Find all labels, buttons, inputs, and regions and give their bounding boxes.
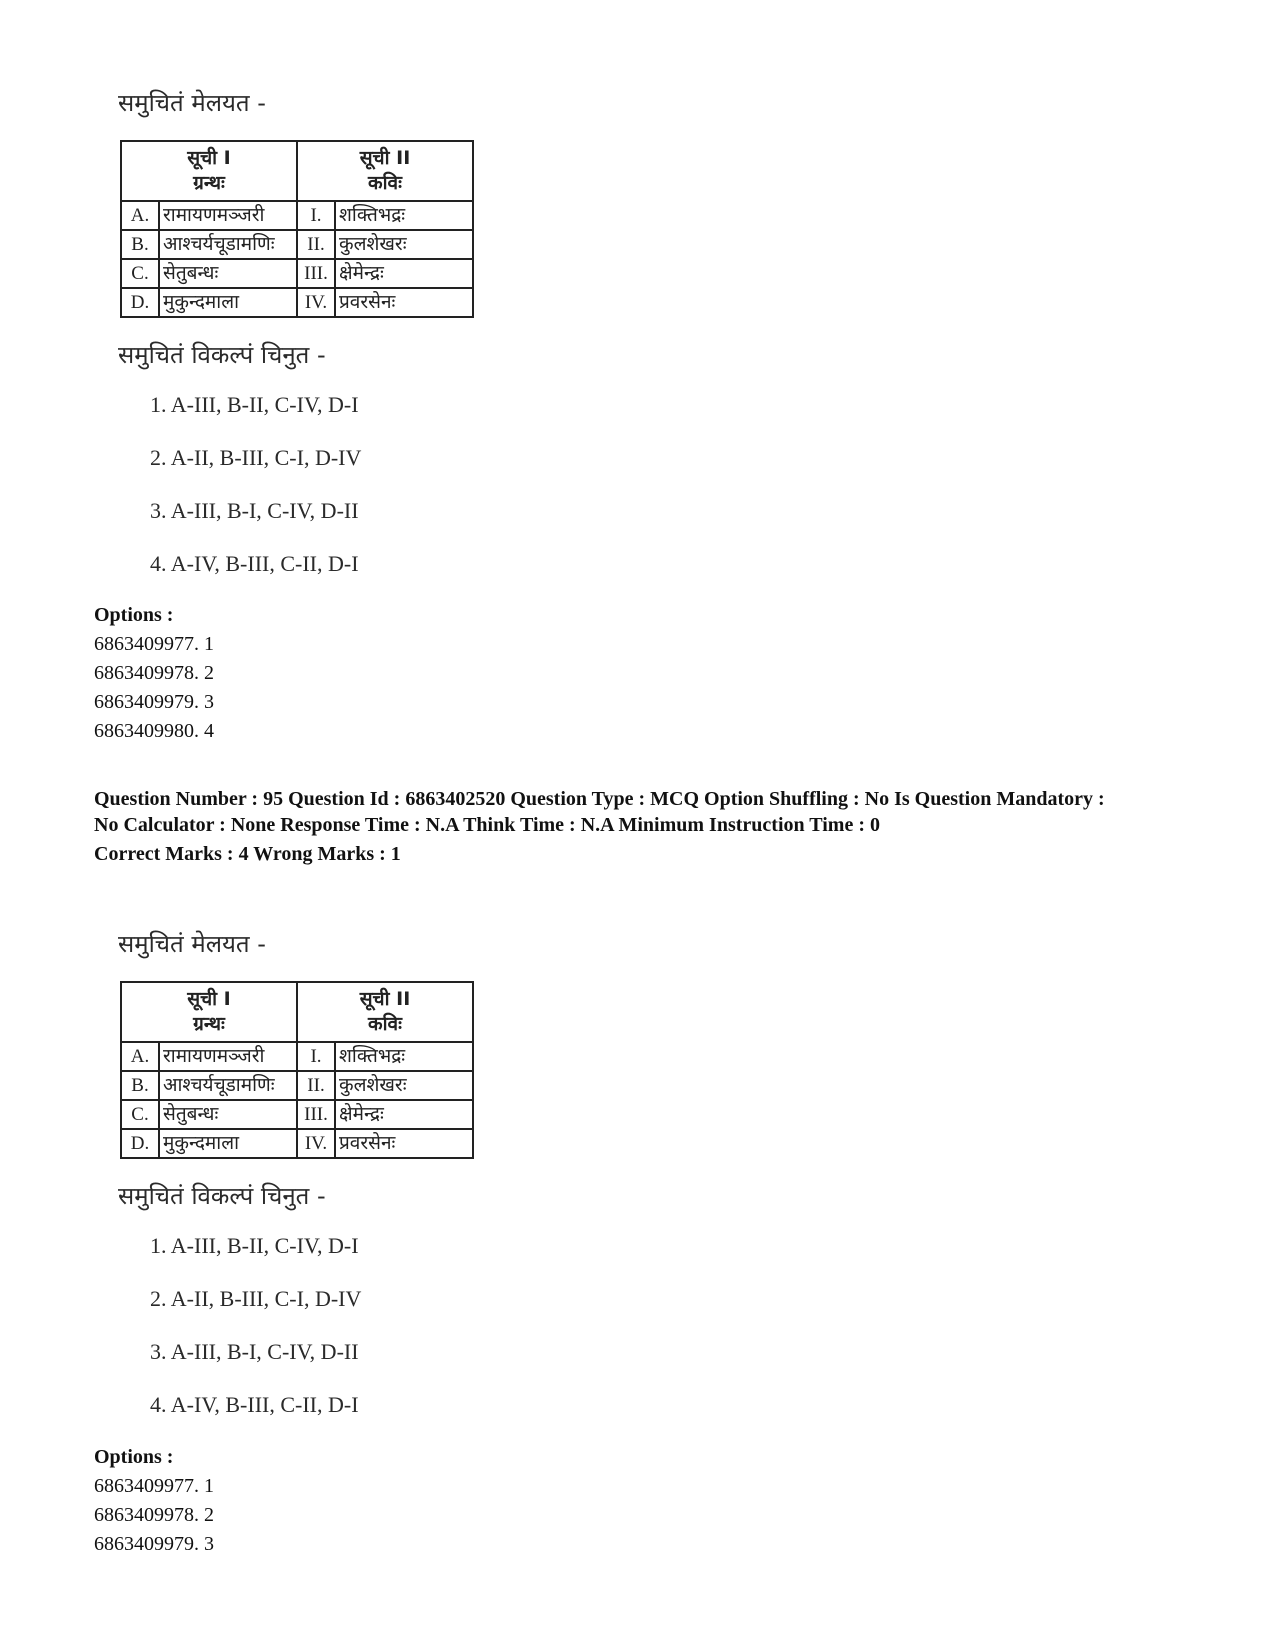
row-key-2: III. [297,1100,335,1129]
row-poet: शक्तिभद्रः [335,201,473,230]
choice-4: 4. A-IV, B-III, C-II, D-I [150,551,359,576]
choice-1: 1. A-III, B-II, C-IV, D-I [150,1233,359,1258]
list-2-header [297,982,473,1042]
choice-1: 1. A-III, B-II, C-IV, D-I [150,392,359,417]
row-key-2: IV. [297,1129,335,1158]
list-1-title: सूची I [187,147,231,169]
options-label: Options : [94,604,174,626]
match-instruction: समुचितं मेलयत - [118,930,266,958]
option-id-4: 6863409980. 4 [94,720,214,742]
row-book: रामायणमञ्जरी [159,1042,297,1071]
row-poet: कुलशेखरः [335,230,473,259]
list-1-header [121,982,297,1042]
row-book: मुकुन्दमाला [159,1129,297,1158]
row-key-2: IV. [297,288,335,317]
row-key-1: C. [121,259,159,288]
option-id-3: 6863409979. 3 [94,691,214,713]
row-book: आश्चर्यचूडामणिः [159,1071,297,1100]
choice-4: 4. A-IV, B-III, C-II, D-I [150,1392,359,1417]
row-key-1: D. [121,1129,159,1158]
row-book: आश्चर्यचूडामणिः [159,230,297,259]
list-1-subtitle: ग्रन्थः [193,1013,225,1035]
table-row [121,288,473,317]
row-book: रामायणमञ्जरी [159,201,297,230]
table-row [121,1071,473,1100]
row-key-2: III. [297,259,335,288]
row-poet: कुलशेखरः [335,1071,473,1100]
row-key-1: C. [121,1100,159,1129]
row-key-2: II. [297,1071,335,1100]
list-2-title: सूची II [359,988,411,1010]
table-row [121,1100,473,1129]
row-key-2: I. [297,1042,335,1071]
list-1-header [121,141,297,201]
list-1-subtitle: ग्रन्थः [193,172,225,194]
row-poet: क्षेमेन्द्रः [335,1100,473,1129]
list-2-subtitle: कविः [368,172,402,194]
row-key-1: A. [121,201,159,230]
table-row [121,1042,473,1071]
choice-3: 3. A-III, B-I, C-IV, D-II [150,498,359,523]
row-poet: शक्तिभद्रः [335,1042,473,1071]
row-poet: प्रवरसेनः [335,1129,473,1158]
meta-line-2: No Calculator : None Response Time : N.A Think Time : N.A Minimum Instruction Time : 0 [94,814,880,836]
list-2-header [297,141,473,201]
choose-prompt: समुचितं विकल्पं चिनुत - [118,1182,326,1210]
option-id-1: 6863409977. 1 [94,1475,214,1497]
match-instruction: समुचितं मेलयत - [118,89,266,117]
match-table [120,981,474,1159]
table-row [121,259,473,288]
table-row [121,201,473,230]
choice-2: 2. A-II, B-III, C-I, D-IV [150,445,362,470]
row-book: मुकुन्दमाला [159,288,297,317]
meta-line-1: Question Number : 95 Question Id : 6863402520 Question Type : MCQ Option Shuffling : No Is Question Mandatory : [94,788,1105,810]
list-2-title: सूची II [359,147,411,169]
row-poet: क्षेमेन्द्रः [335,259,473,288]
meta-line-3: Correct Marks : 4 Wrong Marks : 1 [94,843,401,865]
list-2-subtitle: कविः [368,1013,402,1035]
table-row [121,230,473,259]
option-id-3: 6863409979. 3 [94,1533,214,1555]
option-id-1: 6863409977. 1 [94,633,214,655]
match-table [120,140,474,318]
option-id-2: 6863409978. 2 [94,1504,214,1526]
row-book: सेतुबन्धः [159,259,297,288]
row-key-2: I. [297,201,335,230]
choose-prompt: समुचितं विकल्पं चिनुत - [118,341,326,369]
row-key-1: D. [121,288,159,317]
options-label: Options : [94,1446,174,1468]
row-book: सेतुबन्धः [159,1100,297,1129]
row-key-1: B. [121,230,159,259]
table-row [121,1129,473,1158]
choice-2: 2. A-II, B-III, C-I, D-IV [150,1286,362,1311]
table-header-row [121,982,473,1042]
option-id-2: 6863409978. 2 [94,662,214,684]
row-key-2: II. [297,230,335,259]
choice-3: 3. A-III, B-I, C-IV, D-II [150,1339,359,1364]
row-poet: प्रवरसेनः [335,288,473,317]
list-1-title: सूची I [187,988,231,1010]
table-header-row [121,141,473,201]
row-key-1: A. [121,1042,159,1071]
row-key-1: B. [121,1071,159,1100]
